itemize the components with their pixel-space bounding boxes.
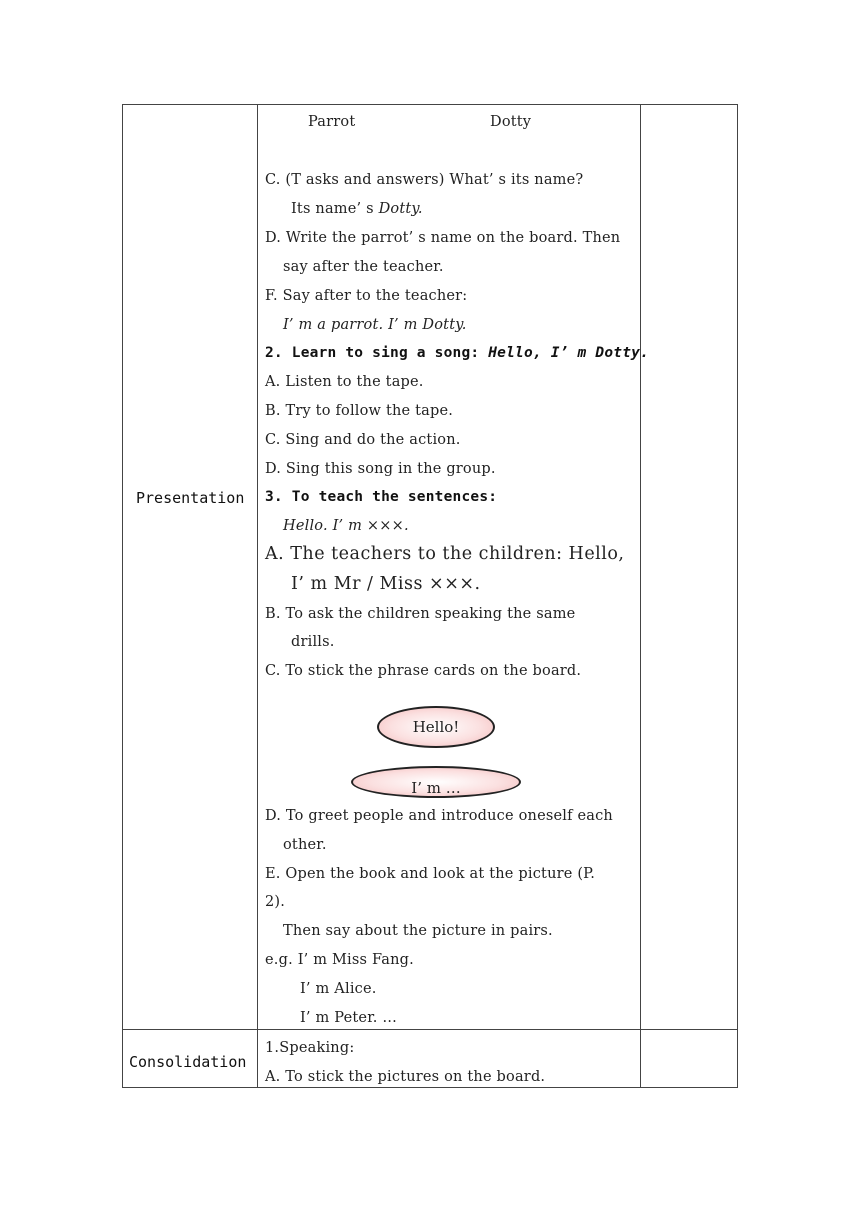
sentence-step-b-line2: drills. [291, 634, 335, 650]
sentence-step-c: C. To stick the phrase cards on the board. [265, 663, 582, 679]
consolidation-line-2: A. To stick the pictures on the board. [265, 1069, 546, 1085]
sentence-step-d-line1: D. To greet people and introduce oneself each [265, 808, 613, 824]
sentence-step-b-line1: B. To ask the children speaking the same [265, 606, 576, 622]
song-step-c: C. Sing and do the action. [265, 432, 461, 448]
sentence-step-e-line2: 2). [265, 894, 286, 910]
step-f-line1: F. Say after to the teacher: [265, 288, 468, 304]
song-step-b: B. Try to follow the tape. [265, 403, 454, 419]
example-line-1: e.g. I’ m Miss Fang. [265, 952, 414, 968]
heading-learn-song [265, 345, 649, 361]
stage-label-presentation: Presentation [136, 489, 245, 507]
example-line-2: I’ m Alice. [300, 981, 377, 997]
sentence-step-a-line2: I’ m Mr / Miss ×××. [291, 574, 481, 594]
step-d-line2: say after the teacher. [283, 259, 444, 275]
lesson-plan-table [122, 104, 738, 1088]
sentence-step-e-line3: Then say about the picture in pairs. [283, 923, 553, 939]
sentence-step-a-line1: A. The teachers to the children: Hello, [265, 544, 625, 564]
sentence-example: Hello. I’ m ×××. [283, 518, 409, 534]
heading-song-title: Hello, I’ m Dotty. [488, 345, 649, 361]
step-d-line1: D. Write the parrot’ s name on the board. Then [265, 230, 621, 246]
song-step-d: D. Sing this song in the group. [265, 461, 496, 477]
row-divider [123, 1029, 737, 1030]
heading-learn-song-prefix: 2. Learn to sing a song: [265, 345, 489, 361]
word-dotty: Dotty [490, 114, 532, 130]
step-f-line2: I’ m a parrot. I’ m Dotty. [283, 317, 467, 333]
sentence-step-e-line1: E. Open the book and look at the picture (P. [265, 866, 596, 882]
column-divider-2 [640, 105, 641, 1087]
step-c-question: C. (T asks and answers) What’ s its name? [265, 172, 584, 188]
consolidation-line-1: 1.Speaking: [265, 1040, 355, 1056]
example-line-3: I’ m Peter. … [300, 1010, 398, 1026]
phrase-card-hello: Hello! [377, 706, 495, 748]
phrase-card-im: I’ m … [351, 766, 521, 798]
step-c-answer-name: Dotty. [378, 201, 423, 217]
column-divider-1 [257, 105, 258, 1087]
word-parrot: Parrot [308, 114, 356, 130]
sentence-step-d-line2: other. [283, 837, 327, 853]
step-c-answer-prefix: Its name’ s [291, 201, 379, 217]
stage-label-consolidation: Consolidation [129, 1053, 247, 1071]
heading-teach-sentences: 3. To teach the sentences: [265, 489, 498, 505]
step-c-answer [291, 201, 423, 217]
song-step-a: A. Listen to the tape. [265, 374, 424, 390]
